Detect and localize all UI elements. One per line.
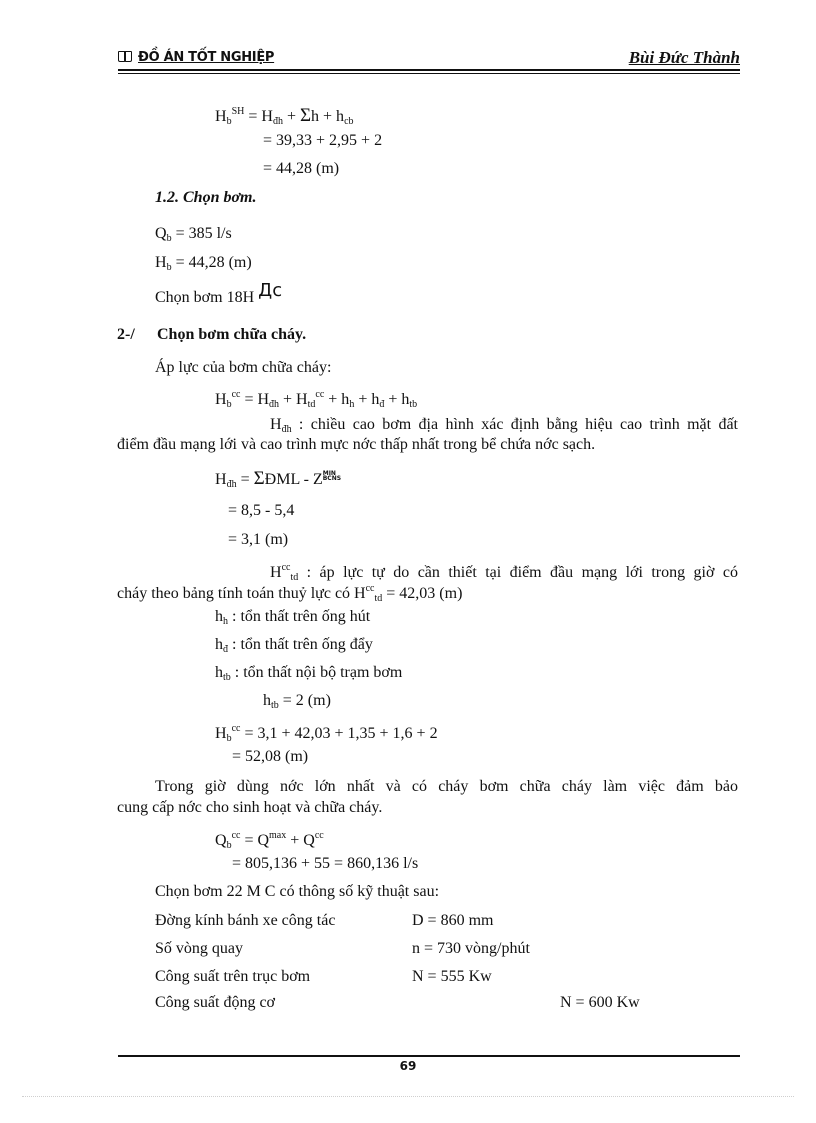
equation-line: = 39,33 + 2,95 + 2 [263,132,383,149]
footer-rule [118,1055,740,1057]
equation-hb-cc-value [215,719,438,749]
symbol: H [215,725,227,742]
text: = 42,03 (m) [382,585,463,602]
spec-label: Công suất trên trục bơm [155,968,311,985]
equation-line: = 3,1 (m) [228,531,289,548]
symbol: H [215,391,227,408]
definition-hh [215,607,370,632]
spec-value: n = 730 vòng/phút [412,940,530,957]
subscript: b [226,116,232,127]
htb-value [263,691,331,716]
subscript: đh [272,116,283,127]
symbol: H [270,564,282,581]
text: + [282,108,300,125]
superscript: cc [315,389,325,400]
subscript: cb [344,116,354,127]
equation-hb-cc [215,385,417,415]
flow-value [155,224,232,249]
text: : áp lực tự do cần thiết tại điểm đầu mạng lới trong giờ có [298,564,738,581]
equation-line: = 44,28 (m) [263,160,340,177]
equation-line: = 52,08 (m) [232,748,309,765]
spec-label: Số vòng quay [155,940,243,957]
superscript: cc [365,583,375,594]
subscript: đh [226,479,237,490]
text: : tổn thất nội bộ trạm bơm [230,664,403,681]
subscript: đh [269,399,280,410]
pump-choice-18 [155,280,283,308]
header-rule [118,69,740,71]
text: + h [384,391,410,408]
spec-value: N = 555 Kw [412,968,492,985]
subscript: h [349,399,355,410]
superscript: max [269,830,287,841]
paragraph-line [155,777,738,797]
paragraph-line [117,579,462,609]
text: = H [240,391,270,408]
symbol: H [270,416,282,433]
symbol: h [263,692,271,709]
definition-htb [215,663,402,688]
superscript: cc [231,723,241,734]
subscript: b [226,733,232,744]
subscript: tb [223,672,231,683]
book-icon [118,51,132,61]
text: : chiều cao bơm địa hình xác định bằng hiệu cao trình mặt đất [291,416,738,433]
symbol: h [215,608,223,625]
text: + Q [286,832,315,849]
paragraph: Áp lực của bơm chữa cháy: [155,359,332,376]
definition-hd [215,635,373,660]
section-heading: Chọn bơm chữa cháy. [157,326,307,343]
subscript: b [226,399,232,410]
superscript: cc [231,830,241,841]
text: = 3,1 + 42,03 + 1,35 + 1,6 + 2 [240,725,438,742]
subscript: tb [409,399,418,410]
symbol: Q [215,832,227,849]
text: = 2 (m) [278,692,331,709]
paragraph: Chọn bơm 22 M C có thông số kỹ thuật sau: [155,883,440,900]
equation-line: = 805,136 + 55 = 860,136 l/s [232,855,419,872]
subscript: b [226,840,232,851]
subscript: đ [379,399,385,410]
spec-value: D = 860 mm [412,912,494,929]
text: = 385 l/s [171,225,232,242]
subscript: tb [271,700,279,711]
superscript: cc [231,389,241,400]
equation-hdh [215,469,341,495]
text: cháy theo bảng tính toán thuỷ lực có H [117,585,366,602]
superscript: cc [281,562,291,573]
section-heading: 1.2. Chọn bơm. [155,189,257,206]
symbol: h [215,664,223,681]
head-value [155,253,252,278]
subscript: b [166,262,172,273]
superscript: cc [314,830,324,841]
sigma-symbol: Σ [299,105,312,126]
symbol: h [215,636,223,653]
equation-qb-cc [215,826,324,856]
superscript: SH [231,106,245,117]
symbol: Q [155,225,167,242]
text: + H [279,391,308,408]
text: Дс [258,280,283,301]
symbol: H [215,471,227,488]
subscript: td [374,593,383,604]
paragraph-line: cung cấp nớc cho sinh hoạt và chữa cháy. [117,799,383,816]
text: h + h [311,108,345,125]
sigma-symbol: Σ [253,468,265,489]
subscript: b [166,233,172,244]
header-author: Bùi Đức Thành [628,48,740,67]
page-number: 69 [399,1059,417,1073]
justified-line: Trong giờ dùng nớc lớn nhất và có cháy bơm chữa cháy làm việc đảm bảo [155,778,738,795]
subscript: đ [223,644,228,655]
subscript: đh [281,424,292,435]
text: = Q [240,832,270,849]
spec-label: Công suất động cơ [155,994,276,1011]
text: = 44,28 (m) [171,254,252,271]
subscript: td [307,399,316,410]
symbol: H [215,108,227,125]
text: + h [354,391,380,408]
text: ĐML - Z [264,471,323,488]
text: = [236,471,254,488]
header-title [118,50,274,65]
header-title-text: ĐỒ ÁN TỐT NGHIỆP [138,50,275,65]
equation-line: = 8,5 - 5,4 [228,502,295,519]
page-edge-divider [22,1096,794,1097]
section-number: 2-/ [117,326,135,343]
spec-label: Đờng kính bánh xe công tác [155,912,336,929]
text: : tổn thất trên ống hút [228,608,371,625]
equation-hb-sh [215,102,354,132]
header-rule-thin [118,73,740,74]
text: = H [248,108,273,125]
symbol: H [155,254,167,271]
text: Chọn bơm 18H [155,289,259,306]
paragraph-line: điểm đầu mạng lới và cao trình mực nớc thấp nhất trong bể chứa nớc sạch. [117,436,596,453]
text: : tổn thất trên ống đẩy [228,636,373,653]
superscript: MIN [322,470,336,477]
spec-value: N = 600 Kw [560,994,640,1011]
text: + h [324,391,350,408]
subscript: td [290,572,299,583]
subscript: BCNS [322,475,342,482]
subscript: h [223,616,228,627]
z-subscript-stack [323,471,341,481]
